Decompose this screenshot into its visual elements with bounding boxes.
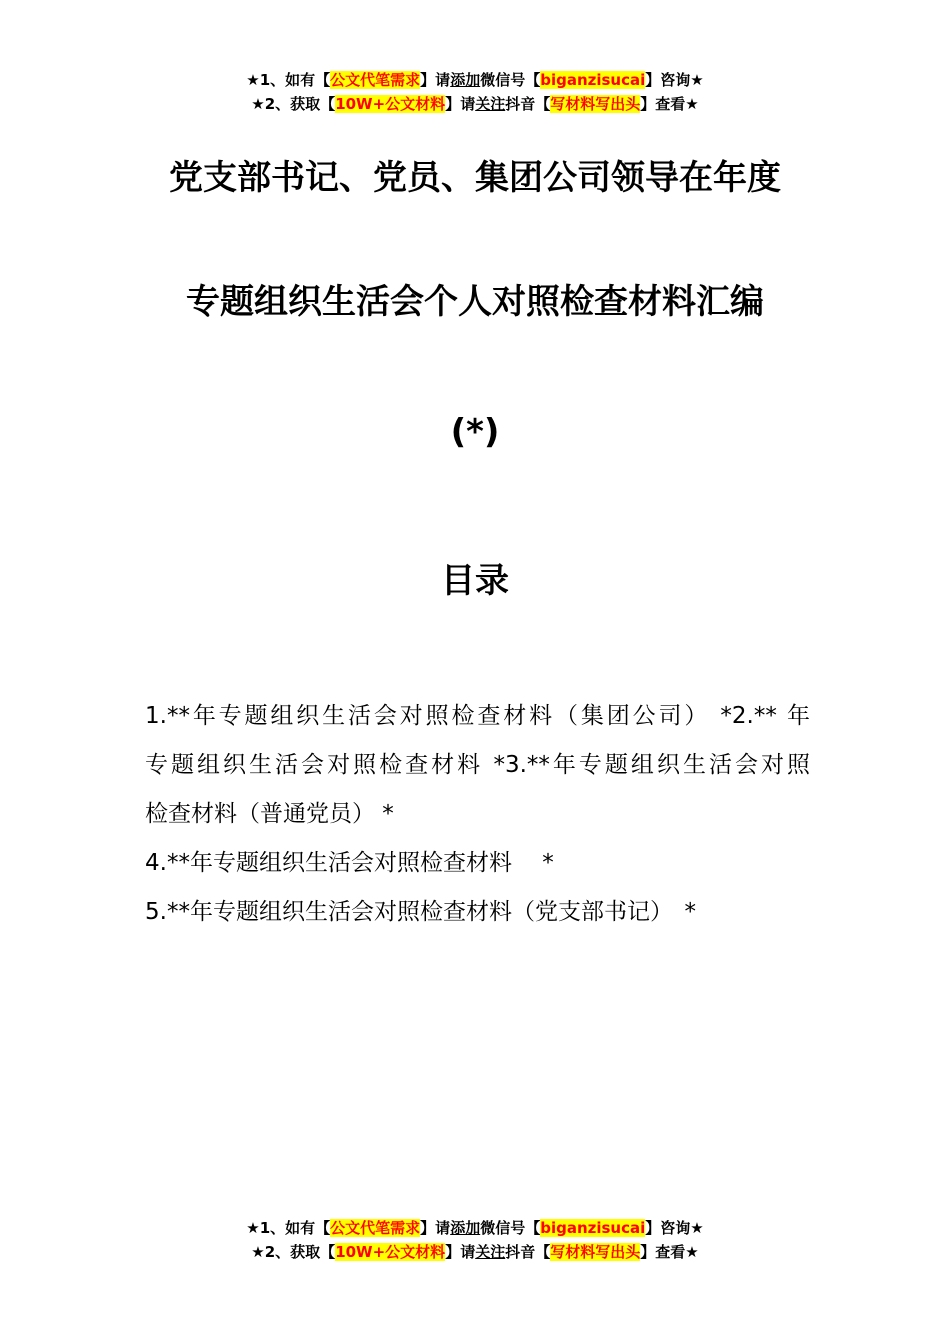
banner-text: 抖音【 bbox=[505, 95, 551, 113]
banner-line-1 bbox=[0, 1216, 950, 1240]
banner-highlight-service: 公文代笔需求 bbox=[330, 71, 421, 89]
banner-text: 】请 bbox=[445, 1243, 476, 1261]
banner-text: 】查看★ bbox=[640, 95, 699, 113]
banner-highlight-wechat-id: biganzisucai bbox=[540, 71, 646, 89]
banner-text: ★2、获取【 bbox=[251, 95, 336, 113]
banner-highlight-wechat-id: biganzisucai bbox=[540, 1219, 646, 1237]
banner-line-2 bbox=[0, 1240, 950, 1264]
banner-highlight-materials: 10W+公文材料 bbox=[335, 95, 446, 113]
toc-row: 1.**年专题组织生活会对照检查材料（集团公司） *2.** 年 bbox=[145, 703, 810, 729]
top-banner bbox=[0, 68, 950, 116]
document-title-line-2: 专题组织生活会个人对照检查材料汇编 bbox=[186, 282, 764, 322]
banner-line-2 bbox=[0, 92, 950, 116]
banner-text: ★2、获取【 bbox=[251, 1243, 336, 1261]
toc-row: 4.**年专题组织生活会对照检查材料 * bbox=[145, 850, 554, 876]
banner-underline-add: 添加 bbox=[450, 71, 481, 89]
toc-row: 检查材料（普通党员） * bbox=[145, 801, 394, 827]
banner-text: 微信号【 bbox=[480, 1219, 541, 1237]
banner-text: 】咨询★ bbox=[645, 1219, 704, 1237]
toc-row: 专题组织生活会对照检查材料 *3.**年专题组织生活会对照 bbox=[145, 752, 810, 778]
banner-text: 微信号【 bbox=[480, 71, 541, 89]
banner-underline-follow: 关注 bbox=[475, 1243, 506, 1261]
banner-underline-follow: 关注 bbox=[475, 95, 506, 113]
banner-underline-add: 添加 bbox=[450, 1219, 481, 1237]
toc-row: 5.**年专题组织生活会对照检查材料（党支部书记） * bbox=[145, 899, 696, 925]
table-of-contents bbox=[145, 692, 810, 937]
bottom-banner bbox=[0, 1216, 950, 1264]
document-title-line-3: (*) bbox=[450, 412, 500, 452]
banner-text: 】咨询★ bbox=[645, 71, 704, 89]
toc-heading: 目录 bbox=[441, 561, 509, 601]
banner-text: 】查看★ bbox=[640, 1243, 699, 1261]
banner-highlight-douyin-id: 写材料写出头 bbox=[550, 95, 641, 113]
banner-text: ★1、如有【 bbox=[246, 1219, 331, 1237]
banner-highlight-materials: 10W+公文材料 bbox=[335, 1243, 446, 1261]
banner-text: 】请 bbox=[445, 95, 476, 113]
banner-highlight-service: 公文代笔需求 bbox=[330, 1219, 421, 1237]
banner-highlight-douyin-id: 写材料写出头 bbox=[550, 1243, 641, 1261]
banner-text: ★1、如有【 bbox=[246, 71, 331, 89]
document-title-line-1: 党支部书记、党员、集团公司领导在年度 bbox=[169, 158, 781, 198]
banner-text: 】请 bbox=[420, 1219, 451, 1237]
banner-line-1 bbox=[0, 68, 950, 92]
banner-text: 抖音【 bbox=[505, 1243, 551, 1261]
banner-text: 】请 bbox=[420, 71, 451, 89]
